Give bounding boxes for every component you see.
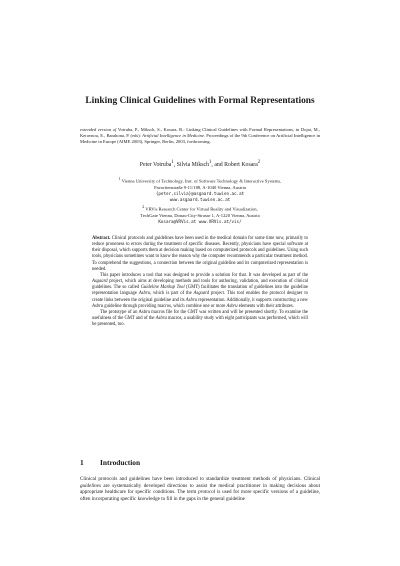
extended-prefix: extended version of	[80, 127, 117, 132]
body-text: is used for more specific versions of a guideline, often incorporating specific knowledge to fill in the gaps in the general guideline	[80, 489, 321, 503]
author-miksch: Silvia Miksch	[176, 161, 209, 168]
term-asbru: Asbru	[138, 291, 150, 297]
abstract-paragraph-2	[92, 273, 308, 310]
affiliation-1-line2: Favoritenstraße 9-11/188, A-1040 Vienna, Austria	[154, 184, 246, 190]
extended-version-note	[80, 127, 320, 145]
extended-venue: Artificial Intelligence in Medicine	[142, 133, 204, 139]
affiliation-2-contact[interactable]: Kosara@VRVis.at www.VRVis.at/vis/	[158, 218, 242, 224]
abstract-text-1: Clinical protocols and guidelines have been used in the medical domain for some time now, primarily to reduce proneness to errors during the treatment of specific diseases. Recently, physicians have special software at their disposal, which supports them at decision making based on computerized protocols and guidelines. Using such tools, physicians sometimes want to know the reason why the computer recommends a particular treatment method. To comprehend the suggestions, a connection between the original guideline and its computerized representation is needed.	[92, 236, 308, 272]
body-text: are systematically developed directions to assist the medical practitioner in making decisions about appropriate healthcare for specific conditions. The term	[80, 482, 320, 496]
abstract-text: elements with their attributes.	[237, 303, 294, 309]
abstract-text: This paper introduces a tool that was designed to provide a solution for that. It was developed as part of the	[100, 272, 308, 278]
affiliation-1-email[interactable]: {peter,silvia}@asgaard.tuwien.ac.at	[155, 190, 245, 196]
author-separator-and: , and	[211, 161, 225, 168]
term-asbru: Asbru	[226, 303, 238, 309]
abstract-label: Abstract.	[92, 236, 111, 241]
affiliation-1	[80, 176, 320, 203]
term-protocol: protocol	[198, 489, 216, 496]
affiliation-2-line2: TechGate Vienna, Donau-City-Strasse 1, A-1220 Vienna, Austria	[140, 212, 260, 218]
abstract-text: The prototype of an Asbru macros file for the GMT was written and will be presented shortly. To examine the usefulness of the GMT and of the	[92, 309, 308, 322]
author-votruba: Peter Votruba	[139, 161, 172, 168]
term-asbru: Asbru	[185, 297, 197, 303]
term-asgaard: Asgaard	[92, 279, 108, 285]
section-heading-introduction	[80, 458, 320, 467]
author-list	[80, 160, 320, 168]
affiliation-1-website[interactable]: www.asgaard.tuwien.ac.at	[169, 197, 231, 203]
body-text: Clinical protocols and guidelines have been introduced to standardize treatment methods of physicians. Clinical	[80, 476, 320, 482]
term-asbru: Asbru	[92, 303, 104, 309]
abstract-text: (GMT) facilitates the translation of guidelines into the guideline representation language	[92, 285, 308, 297]
section-title: Introduction	[100, 458, 141, 467]
abstract-text: , which is part of the	[149, 291, 194, 297]
abstract-paragraph-1	[92, 236, 308, 273]
introduction-paragraph	[80, 476, 320, 503]
extended-citation-part1: Votruba, P., Miksch, S., Kosara, R.: Linking Clinical Guidelines with Formal Representations, in Dojat, M., Keravnou, E., Barahona, P. (eds):	[80, 127, 320, 139]
paper-title: Linking Clinical Guidelines with Formal Representations	[85, 96, 315, 106]
section-number: 1	[80, 458, 84, 467]
abstract-text: guideline through providing macros, which combine one or more	[103, 303, 227, 309]
affiliation-1-line1: Vienna University of Technology, Inst. of Software Technology & Interactive Systems,	[120, 178, 282, 184]
extended-citation-part2: . Proceedings of the 9th Conference on Artificial Intelligence in Medicine in Europe (AIME 2003), Springer, Berlin, 2003, forthcoming.	[80, 133, 321, 145]
affiliation-2-sup: 2	[142, 205, 145, 209]
author-kosara-affil: 2	[257, 160, 261, 165]
abstract-text: project, which aims at developing methods and tools for authoring, validation, and execution of clinical guidelines. The so called	[92, 279, 308, 291]
author-kosara: Robert Kosara	[224, 161, 258, 168]
affiliation-1-sup: 1	[118, 177, 121, 181]
abstract	[92, 236, 308, 328]
introduction-body	[80, 476, 320, 503]
author-votruba-affil: 1	[171, 160, 174, 165]
affiliation-2-line1: VRVis Research Center for Virtual Reality and Visualization,	[144, 206, 258, 212]
term-asbru: Asbru	[155, 316, 167, 322]
abstract-text: macros, a usability study with eight participants was performed, which will be presented, too.	[92, 316, 308, 328]
abstract-text: project. This tool enables the protocol designer to create links between the original guideline and its	[92, 291, 309, 303]
term-gmt: Guideline Markup Tool	[140, 285, 185, 291]
author-miksch-affil: 1	[209, 160, 212, 165]
term-asgaard: Asgaard	[193, 291, 210, 297]
term-guidelines: guidelines	[80, 482, 101, 489]
abstract-text: representation. Additionally, it supports constructing a new	[196, 297, 308, 303]
author-separator: ,	[173, 161, 177, 168]
affiliation-2	[80, 204, 320, 225]
abstract-paragraph-3	[92, 310, 308, 328]
